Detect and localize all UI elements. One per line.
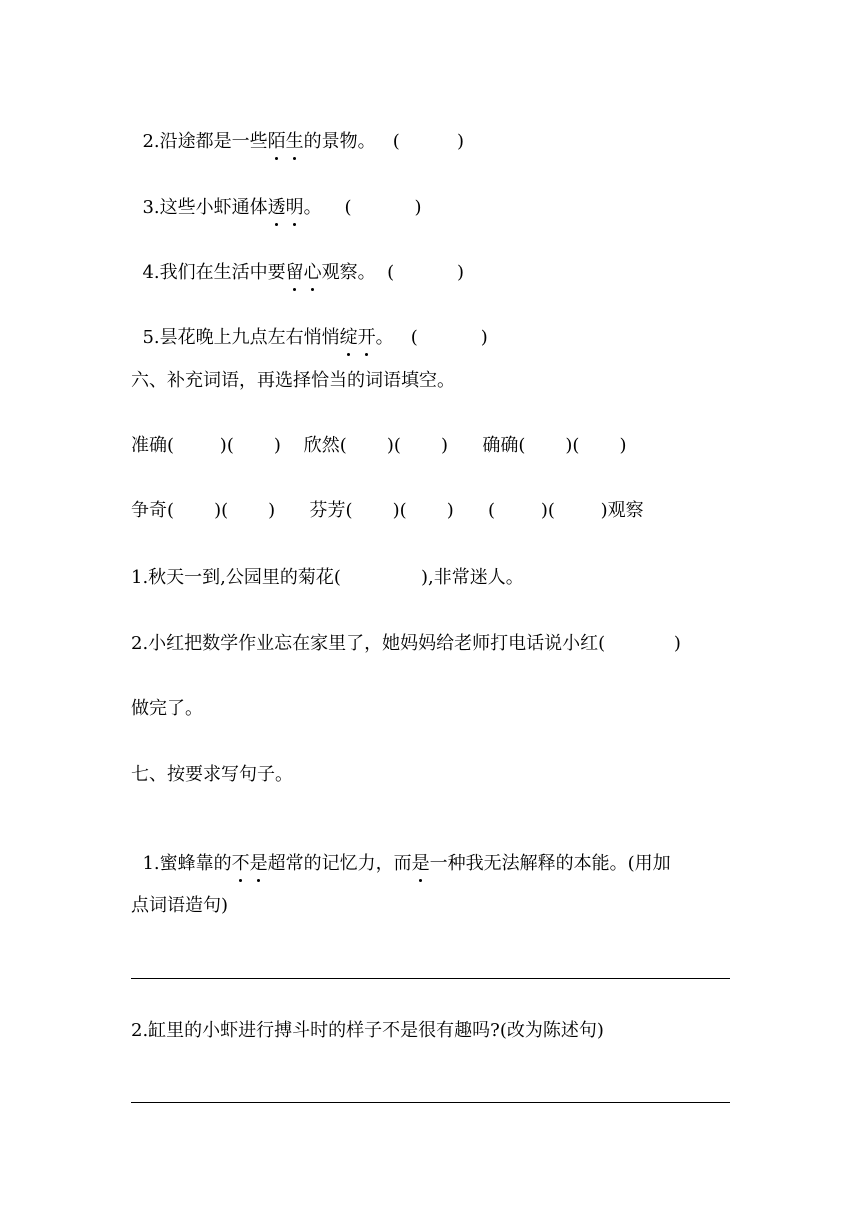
dotted-char: 留	[285, 262, 304, 283]
dotted-char: 陌	[267, 131, 286, 152]
dotted-char: 绽	[339, 327, 358, 348]
item-3-after: 。	[303, 197, 322, 218]
word-fill-row-1[interactable]: 准确( )( ) 欣然( )( ) 确确( )( )	[131, 435, 627, 456]
dotted-char: 心	[303, 262, 322, 283]
answer-blank[interactable]: ( )	[321, 197, 422, 218]
dotted-char: 是	[249, 853, 268, 874]
answer-blank[interactable]: ( )	[375, 262, 465, 283]
section-7-question-2: 2.缸里的小虾进行搏斗时的样子不是很有趣吗?(改为陈述句)	[131, 1020, 604, 1041]
section-6-question-2-line-1[interactable]: 2.小红把数学作业忘在家里了，她妈妈给老师打电话说小红( )	[131, 633, 681, 654]
dotted-char: 开	[357, 327, 376, 348]
word-fill-row-2[interactable]: 争奇( )( ) 芬芳( )( ) ( )( )观察	[131, 500, 644, 521]
dotted-char: 生	[285, 131, 304, 152]
answer-blank[interactable]: ( )	[375, 131, 465, 152]
section-7-question-1-line-1	[131, 828, 671, 876]
q1-part-1: 1.蜜蜂靠的	[142, 853, 232, 874]
item-2-after: 的景物。	[303, 131, 376, 152]
section-6-title: 六、补充词语，再选择恰当的词语填空。	[131, 370, 455, 391]
item-5-after: 。	[375, 327, 394, 348]
q1-part-3: 一种我无法解释的本能。(用加	[429, 853, 671, 874]
item-3-line	[131, 172, 422, 220]
answer-blank[interactable]: ( )	[393, 327, 488, 348]
item-3-before: 3.这些小虾通体	[142, 197, 268, 218]
item-5-before: 5.昙花晚上九点左右悄悄	[142, 327, 340, 348]
answer-line[interactable]	[131, 1102, 730, 1103]
item-4-after: 观察。	[321, 262, 376, 283]
item-4-line	[131, 237, 464, 285]
section-6-question-2-line-2: 做完了。	[131, 698, 203, 719]
dotted-char: 透	[267, 197, 286, 218]
section-7-title: 七、按要求写句子。	[131, 764, 293, 785]
item-4-before: 4.我们在生活中要	[142, 262, 286, 283]
item-2-line	[131, 106, 464, 154]
item-2-before: 2.沿途都是一些	[142, 131, 268, 152]
section-7-question-1-line-2: 点词语造句)	[131, 895, 229, 916]
dotted-char: 是	[411, 853, 430, 874]
dotted-char: 不	[231, 853, 250, 874]
section-6-question-1[interactable]: 1.秋天一到,公园里的菊花( ),非常迷人。	[131, 567, 524, 588]
q1-part-2: 超常的记忆力，而	[267, 853, 412, 874]
answer-line[interactable]	[131, 978, 730, 979]
item-5-line	[131, 302, 488, 350]
dotted-char: 明	[285, 197, 304, 218]
